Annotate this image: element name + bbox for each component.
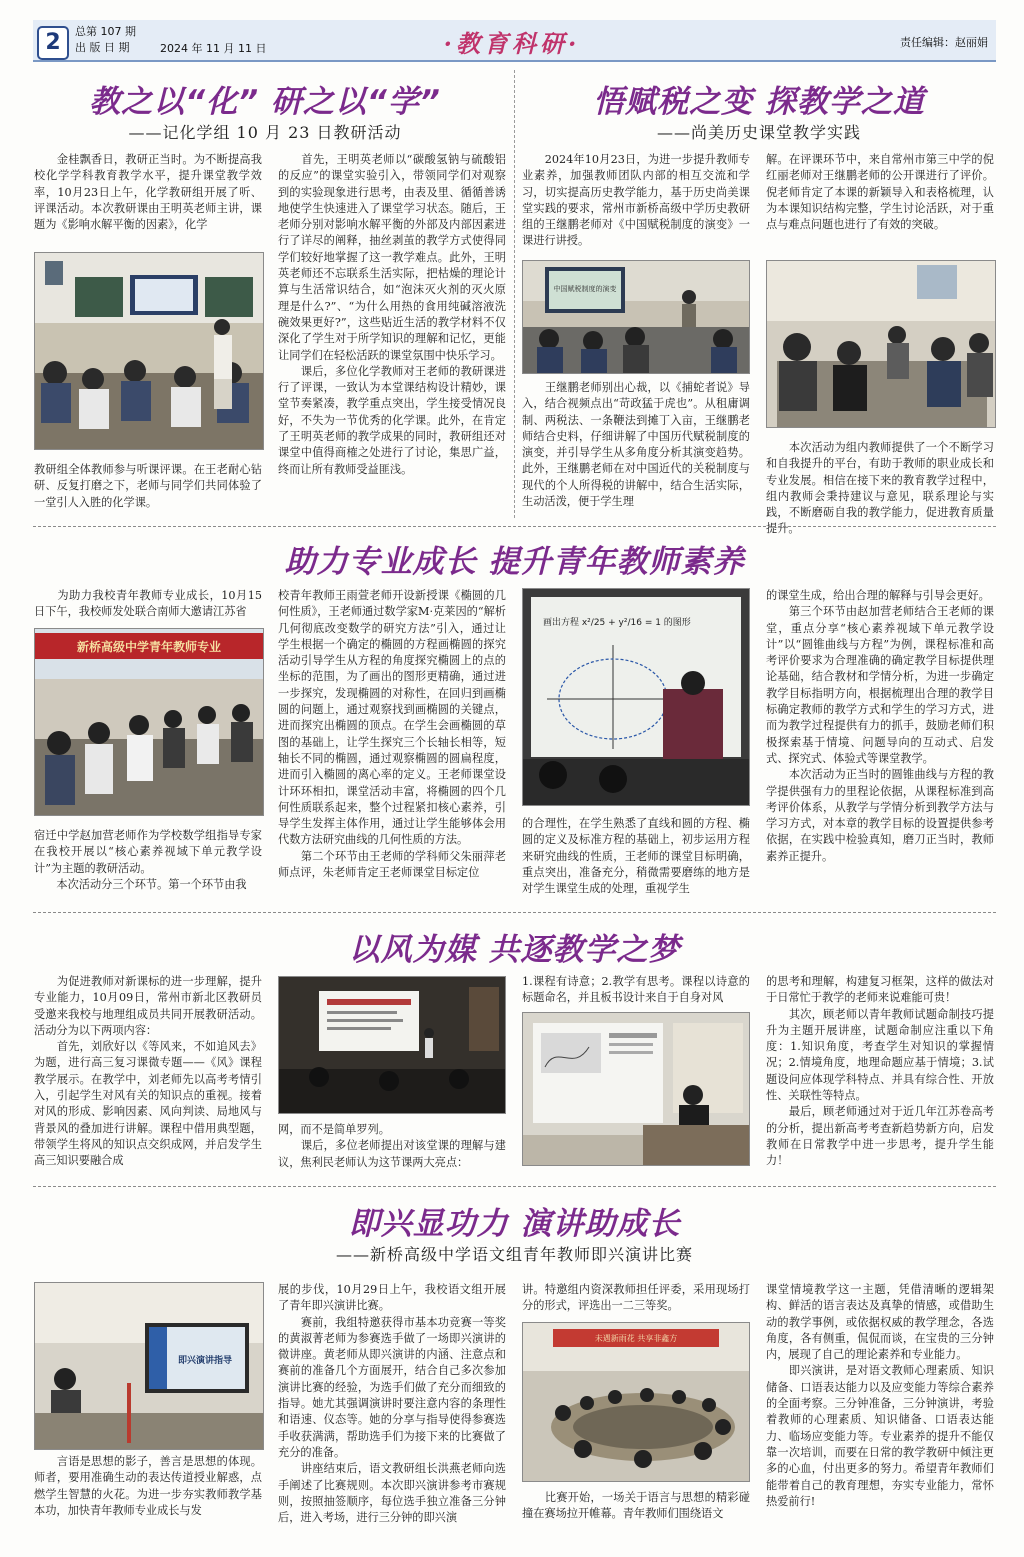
section-title: ·教育科研· (443, 29, 581, 58)
article-2-photo-seminar (766, 260, 996, 428)
article-5-text-col2: 展的步伐，10月29日上午，我校语文组开展了青年即兴演讲比赛。 赛前，我组特邀获得市基本功竞赛一等奖的黄淑菁老师为参赛选手做了一场即兴演讲的微讲座。黄老师从即兴演讲的内涵、注意点和赛前的准备几个方面展开，结合自己多次参加演讲比赛的经验，为选手们做了充分而细致的指导。她尤其强调演讲时要注意内容的条理性和语速、仪态等。她的分享与指导使得参赛选手收获满满，帮助选手们为接下来的比赛做了充分的准备。 讲座结束后，语文教研组长洪燕老师向选手阐述了比赛规则。本次即兴演讲参考市赛规则，按照抽签顺序，每位选手独立准备三分钟后，进入考场，进行三分钟的即兴演 (278, 1283, 506, 1525)
article-5-subtitle: ——新桥高级中学语文组青年教师即兴演讲比赛 (335, 1245, 693, 1264)
article-5-text-col1-bottom: 言语是思想的影子，善言是思想的体现。师者，要用准确生动的表达传道授业解惑，点燃学生智慧的火花。为进一步夯实教师教学基本功，加快青年教师专业成长与发 (34, 1455, 262, 1517)
article-5-text-col4: 课堂情境教学这一主题，凭借清晰的逻辑架构、鲜活的语言表达及真挚的情感，或借助生动的教学事例，或依据权威的教学理念，各选角度，各有侧重，侃侃而谈，在宝贵的三分钟内，展现了自己的理论素养和专业能力。 即兴演讲，是对语文教师心理素质、知识储备、口语表达能力以及应变能力等综合素养的全面考察。三分钟准备，三分钟演讲，考验着教师的心理素质、知识储备、口语表达能力、临场应变能力等。专业素养的提升不能仅靠一次培训，而要在日常的教学教研中倾注更多的心血，付出更多的努力。希望青年教师们能带着自己的教育理想，夯实专业能力，常怀热爱前行! (766, 1283, 994, 1508)
article-4-text-col4: 的思考和理解，构建复习框架，这样的做法对于日常忙于教学的老师来说难能可贵！ 其次，顾老师以青年教师试题命制技巧提升为主题开展讲座，试题命制应注重以下角度：1.知识角度，考查学生对知识的掌握情况；2.情境角度，地理命题应基于情境；3.试题设问应体现学科特点、并具有综合性、开放性、关联性等特点。 最后，顾老师通过对于近几年江苏卷高考的分析，提出新高考考查新趋势新方向，启发教师在日常教学中进一步思考，提升学生能力！ (766, 975, 994, 1168)
page-number: 2 (37, 26, 69, 60)
article-3-text-col4: 的课堂生成，给出合理的解释与引导会更好。 第三个环节由赵加营老师结合王老师的课堂，重点分享“核心素养视域下单元教学设计”以“圆锥曲线与方程”为例，课程标准和高考评价要求为合理准确的确定教学目标提供理论基础，结合教材和学情分析，为进一步确定教学目标指明方向，根据梳理出合理的教学目标确定教师的教学方式和学生的学习方式，进而为教学过程提供有力的抓手，鼓励老师们积极探索基于情境、问题导向的互动式、启发式、探究式、体验式等课堂教学。 本次活动为正当时的圆锥曲线与方程的教学提供强有力的里程论依据，从课程标准到高考评价体系，从教学与学情分析到教学方法与学习方式，对本章的教学目标的设置提供参考依据，在实践中检验真知，磨刀正当时，教师素养正提升。 (766, 589, 994, 863)
article-3-photo-blackboard (522, 588, 750, 806)
article-1-title: 教之以“化” 研之以“学” (89, 84, 441, 120)
article-4-photo-teacher-desk (522, 1012, 750, 1166)
article-2-text-col2-bottom: 本次活动为组内教师提供了一个不断学习和自我提升的平台，有助于教师的职业成长和专业发展。相信在接下来的教育教学过程中，组内教师会秉持建议与意见，联系理论与实践，不断磨砺自我的教学能力，促进教育质量提升。 (766, 441, 994, 536)
article-2-text-col1-bottom: 王继鹏老师别出心裁，以《捕蛇者说》导入，结合视频点出“苛政猛于虎也”。从租庸调制、两税法、一条鞭法到摊丁入亩，王继鹏老师结合史料，仔细讲解了中国历代赋税制度的演变，并引导学生从多角度分析其演变趋势。此外，王继鹏老师在对中国近代的关税制度与现代的个人所得税的讲解中，结合生活实际，生动活泼，便于学生理 (522, 381, 750, 509)
article-1-text-col1-bottom: 教研组全体教师参与听课评课。在王老耐心钻研、反复打磨之下，老师与同学们共同体验了一堂引人入胜的化学课。 (34, 463, 262, 509)
date-label: 出 版 日 期 (75, 41, 130, 54)
article-2-text-col1-top: 2024年10月23日，为进一步提升教师专业素养，加强教师团队内部的相互交流和学习，切实提高历史教学能力，基于历史尚美课堂实践的要求，常州市新桥高级中学历史教研组的王继鹏老师对《中国赋税制度的演变》一课进行讲授。 (522, 153, 750, 248)
board-equation: 画出方程 x²/25 + y²/16 = 1 的图形 (543, 618, 691, 628)
article-4-text-col3-top: 1.课程有诗意；2.教学有思考。课程以诗意的标题命名，并且板书设计来自于自身对风 (522, 975, 750, 1005)
article-3-text-col1-top: 为助力我校青年教师专业成长，10月15日下午，我校师发处联合南师大邀请江苏省 (34, 589, 262, 619)
section-separator-2 (33, 912, 996, 913)
article-3-title: 助力专业成长 提升青年教师素养 (284, 544, 745, 580)
article-3-text-col2: 校青年教师王雨萱老师开设新授课《椭圆的几何性质》，王老师通过数学家M·克莱因的“解析几何彻底改变数学的研究方法”引入，通过让学生根据一个确定的椭圆的方程画椭圆的探究活动引导学生从方程的角度探究椭圆上的点的坐标的范围，为了画出的图形更精确，通过进一步探究，发现椭圆的对称性，在回归到画椭圆的问题上，通过观察找到画椭圆的关键点，进而探究出椭圆的顶点。在学生会画椭圆的草图的基础上，让学生探究三个长轴长相等，短轴长不同的椭圆，通过观察椭圆的圆扁程度，进而引入椭圆的离心率的定义。王老师课堂设计环环相扣，课堂活动丰富，将椭圆的四个几何性质联系起来，整个过程紧扣核心素养，引导学生发挥主体作用，通过让学生能够体会用代数方法研究曲线的几何性质的方法。 第二个环节由王老师的学科师父朱丽萍老师点评，朱老师肯定王老师课堂目标定位 (278, 589, 506, 880)
article-5-photo-contest (522, 1322, 750, 1482)
article-5-title: 即兴显功力 演讲助成长 (348, 1206, 681, 1242)
banner-caption: 新桥高级中学青年教师专业 (76, 640, 222, 654)
publish-date: 2024 年 11 月 11 日 (160, 42, 267, 55)
article-3-text-col3-bottom: 的合理性，在学生熟悉了直线和圆的方程、椭圆的定义及标准方程的基础上，初步运用方程来研究曲线的性质，王老师的课堂目标明确，重点突出，准备充分，稍微需要磨练的地方是对学生课堂生成的处理，重视学生 (522, 817, 750, 896)
article-2-photo-lecture (522, 260, 750, 374)
article-4-text-col2-bottom: 网，而不是简单罗列。 课后，多位老师提出对该堂课的理解与建议，焦利民老师认为这节课两大亮点： (278, 1123, 506, 1169)
issue-number: 总第 107 期 (75, 25, 136, 38)
article-2-subtitle: ——尚美历史课堂教学实践 (656, 123, 861, 142)
column-divider (514, 70, 515, 518)
slide-caption: 中国赋税制度的演变 (553, 285, 617, 293)
article-4-title: 以风为媒 共逐教学之梦 (348, 932, 681, 968)
article-5-text-col3-top: 讲。特邀组内资深教师担任评委，采用现场打分的形式，评选出一二三等奖。 (522, 1283, 750, 1313)
article-4-text-col1: 为促进教师对新课标的进一步理解，提升专业能力，10月09日，常州市新北区教研员受邀来我校与地理组成员共同开展教研活动。活动分为以下两项内容： 首先，刘欣好以《等风来，不如追风去》为题，进行高三复习课微专题——《风》课程教学展示。在教学中，刘老师先以高考考情引入，引起学生对风有关的知识点的重视。接着对风的形成、影响因素、风向判读、局地风与背景风的叠加进行讲解。课程中借用典型题，带领学生将风的知识点交织成网，并启发学生高三知识要融合成 (34, 975, 262, 1168)
article-1-text-col2: 首先，王明英老师以“碳酸氢钠与硫酸铝的反应”的课堂实验引入，带领同学们对观察到的实验现象进行思考，由表及里、循循善诱地使学生快速进入了课堂学习状态。随后，王老师分别对影响水解平衡的外部及内部因素进行了详尽的阐释，抽丝剥茧的教学方式使得同学们较好地掌握了这一教学难点。此外，王明英老师还不忘联系生活实际，把枯燥的理论计算与生活常识结合，如“泡沫灭火剂的灭火原理是什么?”、“为什么用热的食用纯碱溶液洗碗效果更好?”，这些贴近生活的教学材料不仅深化了学生对于所学知识的理解和记忆，更能让同学们在轻松活跃的课堂氛围中快乐学习。 课后，多位化学教师对王老师的教研课进行了评课，一致认为本堂课结构设计精妙，课堂节奏紧凑，教学重点突出，学生接受情况良好，不失为一节优秀的化学课。此外，在肯定了王明英老师的教学成果的同时，教研组还对课堂中值得商榷之处进行了讨论，集思广益，终而让所有教师受益匪浅。 (278, 153, 506, 476)
article-4-photo-presentation (278, 976, 506, 1114)
article-3-text-col1-bottom: 宿迁中学赵加营老师作为学校数学组指导专家在我校开展以“核心素养视域下单元教学设计”为主题的教研活动。 本次活动分三个环节。第一个环节由我 (34, 829, 262, 891)
article-2-text-col2-top: 解。在评课环节中，来自常州市第三中学的倪红丽老师对王继鹏老师的公开课进行了评价。倪老师肯定了本课的新颖导入和表格梳理，认为本课知识结构完整，学生讨论活跃，对于重点与难点问题也进行了有效的突破。 (766, 153, 994, 232)
article-2-title: 悟赋税之变 探教学之道 (593, 84, 925, 120)
editor-credit: 责任编辑：赵丽娟 (900, 36, 988, 49)
section-separator-3 (33, 1186, 996, 1187)
article-3-photo-audience (34, 628, 264, 816)
article-5-text-col3-bottom: 比赛开始，一场关于语言与思想的精彩碰撞在赛场拉开帷幕。青年教师们围绕语文 (522, 1491, 750, 1521)
slide-title: 即兴演讲指导 (177, 1356, 233, 1366)
article-5-photo-guidance (34, 1282, 264, 1450)
article-1-text-col1-top: 金桂飘香日，教研正当时。为不断提高我校化学学科教育教学水平，提升课堂教学效率，10月23日上午，化学教研组开展了听、评课活动。本次教研课由王明英老师主讲，课题为《影响水解平衡的因素》，化学 (34, 153, 262, 232)
article-1-subtitle: ——记化学组 10 月 23 日教研活动 (128, 123, 402, 142)
article-1-photo-classroom (34, 252, 264, 450)
contest-banner: 未遇新雨花 共享非鑫方 (594, 1334, 678, 1343)
header-rule (33, 60, 996, 62)
section-separator-1 (33, 526, 996, 527)
